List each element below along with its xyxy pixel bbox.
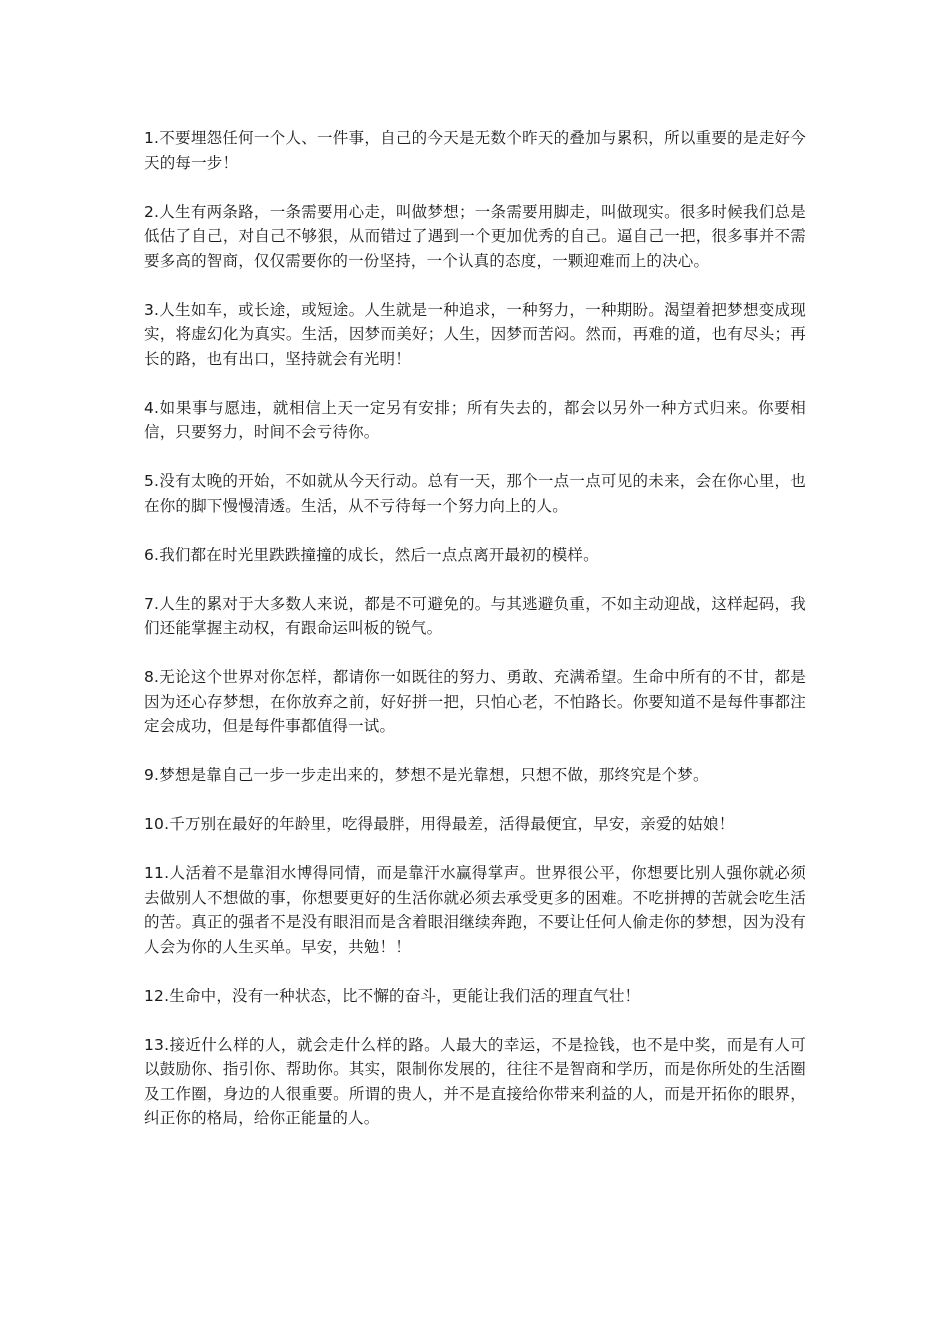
paragraph-2: 2.人生有两条路，一条需要用心走，叫做梦想；一条需要用脚走，叫做现实。很多时候我们总是低估了自己，对自己不够狠，从而错过了遇到一个更加优秀的自己。逼自己一把，很多事并不需要多高的智商，仅仅需要你的一份坚持，一个认真的态度，一颗迎难而上的决心。 — [144, 202, 806, 270]
paragraph-6: 6.我们都在时光里跌跌撞撞的成长，然后一点点离开最初的模样。 — [144, 545, 599, 564]
paragraph-8: 8.无论这个世界对你怎样，都请你一如既往的努力、勇敢、充满希望。生命中所有的不甘，都是因为还心存梦想，在你放弃之前，好好拼一把，只怕心老，不怕路长。你要知道不是每件事都注定会成功，但是每件事都值得一试。 — [144, 668, 806, 735]
paragraph-5: 5.没有太晚的开始，不如就从今天行动。总有一天，那个一点一点可见的未来，会在你心里，也在你的脚下慢慢清透。生活，从不亏待每一个努力向上的人。 — [144, 472, 806, 515]
paragraph-13: 13.接近什么样的人，就会走什么样的路。人最大的幸运，不是捡钱，也不是中奖，而是有人可以鼓励你、指引你、帮助你。其实，限制你发展的，往往不是智商和学历，而是你所处的生活圈及工作圈，身边的人很重要。所谓的贵人，并不是直接给你带来利益的人，而是开拓你的眼界，纠正你的格局，给你正能量的人。 — [144, 1035, 806, 1127]
paragraph-12: 12.生命中，没有一种状态，比不懈的奋斗，更能让我们活的理直气壮！ — [144, 986, 641, 1005]
paragraph-11: 11.人活着不是靠泪水博得同情，而是靠汗水赢得掌声。世界很公平，你想要比别人强你就必须去做别人不想做的事，你想要更好的生活你就必须去承受更多的困难。不吃拼搏的苦就会吃生活的苦。真正的强者不是没有眼泪而是含着眼泪继续奔跑，不要让任何人偷走你的梦想，因为没有人会为你的人生买单。早安，共勉！！ — [144, 864, 806, 956]
paragraph-10: 10.千万别在最好的年龄里，吃得最胖，用得最差，活得最便宜，早安，亲爱的姑娘！ — [144, 815, 735, 833]
paragraph-9: 9.梦想是靠自己一步一步走出来的，梦想不是光靠想，只想不做，那终究是个梦。 — [144, 766, 709, 784]
document-body — [144, 126, 806, 1155]
paragraph-3: 3.人生如车，或长途，或短途。人生就是一种追求，一种努力，一种期盼。渴望着把梦想变成现实，将虚幻化为真实。生活，因梦而美好；人生，因梦而苦闷。然而，再难的道，也有尽头；再长的路，也有出口，坚持就会有光明！ — [144, 300, 806, 368]
paragraph-4: 4.如果事与愿违，就相信上天一定另有安排；所有失去的，都会以另外一种方式归来。你要相信，只要努力，时间不会亏待你。 — [144, 398, 806, 441]
paragraph-7: 7.人生的累对于大多数人来说，都是不可避免的。与其逃避负重，不如主动迎战，这样起码，我们还能掌握主动权，有跟命运叫板的锐气。 — [144, 594, 806, 637]
paragraph-1: 1.不要埋怨任何一个人、一件事，自己的今天是无数个昨天的叠加与累积，所以重要的是走好今天的每一步！ — [144, 129, 806, 172]
